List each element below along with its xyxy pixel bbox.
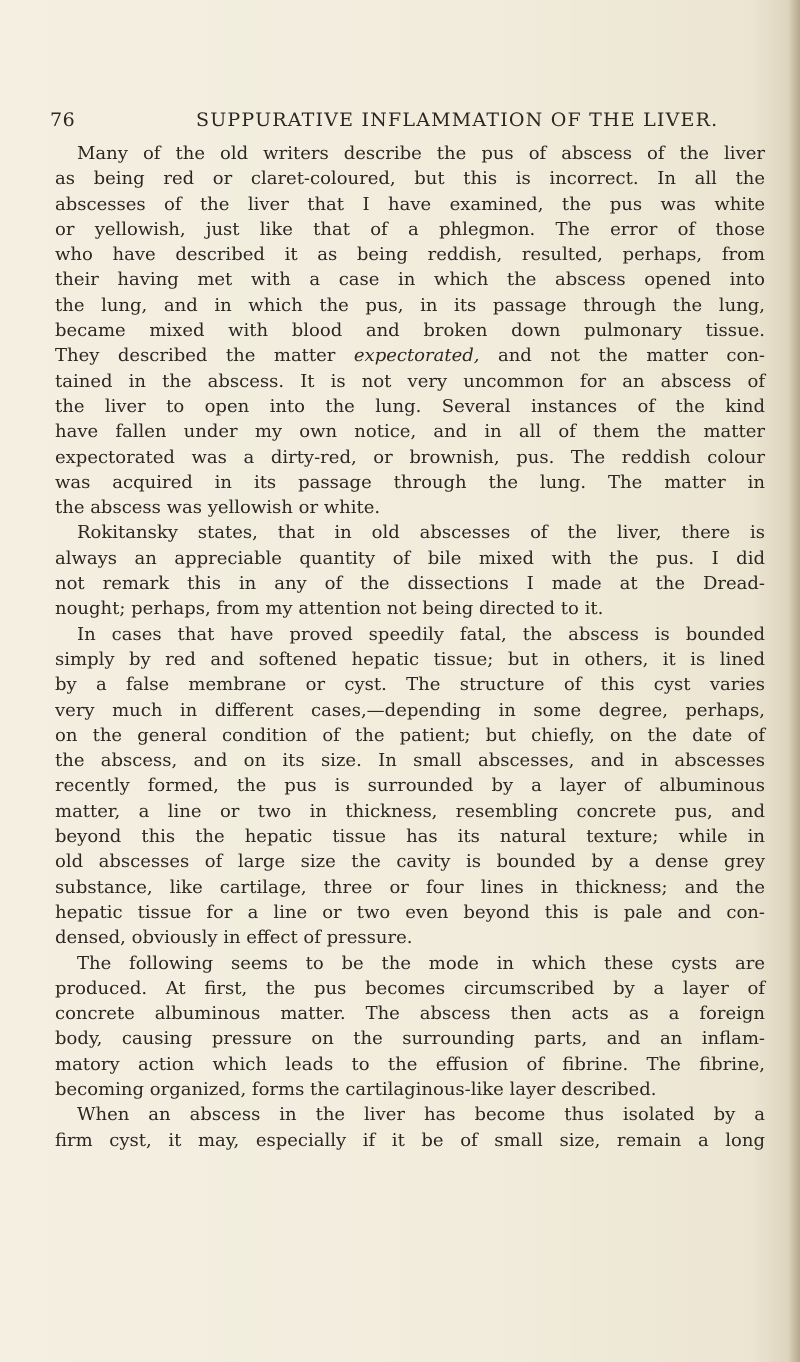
text-line: beyond this the hepatic tissue has its natural texture; while in <box>55 826 765 848</box>
text-line: simply by red and softened hepatic tissue; but in others, it is lined <box>55 648 765 670</box>
text-line: always an appreciable quantity of bile mixed with the pus. I did <box>55 547 765 569</box>
text-line: the lung, and in which the pus, in its passage through the lung, <box>55 294 765 316</box>
text-line: recently formed, the pus is surrounded by a layer of albuminous <box>55 775 765 797</box>
text-line: matter, a line or two in thickness, resembling concrete pus, and <box>55 800 765 822</box>
text-line: nought; perhaps, from my attention not being directed to it. <box>55 598 604 620</box>
text-line: very much in different cases,—depending in some degree, perhaps, <box>55 699 765 721</box>
text-line: who have described it as being reddish, resulted, perhaps, from <box>55 244 765 266</box>
text-line: not remark this in any of the dissections I made at the Dread- <box>55 573 765 595</box>
text-line: body, causing pressure on the surrounding parts, and an inflam- <box>55 1028 765 1050</box>
text-line: matory action which leads to the effusion of fibrine. The fibrine, <box>55 1053 765 1075</box>
text-line: on the general condition of the patient; but chiefly, on the date of <box>55 724 765 746</box>
text-line: Many of the old writers describe the pus of abscess of the liver <box>77 143 765 164</box>
text-line-with-italic <box>55 343 765 368</box>
text-line: expectorated was a dirty-red, or brownish, pus. The reddish colour <box>55 446 765 468</box>
text-line: Rokitansky states, that in old abscesses of the liver, there is <box>77 522 765 544</box>
text-line: have fallen under my own notice, and in all of them the matter <box>55 421 765 443</box>
text-line: substance, like cartilage, three or four lines in thickness; and the <box>55 876 765 898</box>
text-line: by a false membrane or cyst. The structure of this cyst varies <box>55 674 765 696</box>
text-line: becoming organized, forms the cartilaginous-like layer described. <box>55 1078 657 1100</box>
page-number: 76 <box>50 109 76 131</box>
text-segment: and not the matter con- <box>497 345 765 367</box>
text-line: the liver to open into the lung. Several instances of the kind <box>55 395 765 417</box>
text-line: was acquired in its passage through the lung. The matter in <box>55 471 765 493</box>
text-line: In cases that have proved speedily fatal, the abscess is bounded <box>77 623 765 645</box>
text-line: densed, obviously in effect of pressure. <box>55 927 413 949</box>
text-line: abscesses of the liver that I have examined, the pus was white <box>55 193 765 215</box>
text-line: firm cyst, it may, especially if it be of small size, remain a long <box>55 1129 765 1151</box>
page-edge-shadow <box>788 0 800 1362</box>
running-head: SUPPURATIVE INFLAMMATION OF THE LIVER. <box>196 109 719 131</box>
text-line: their having met with a case in which the abscess opened into <box>55 269 765 291</box>
text-line: hepatic tissue for a line or two even beyond this is pale and con- <box>55 901 765 923</box>
text-line: When an abscess in the liver has become thus isolated by a <box>77 1104 765 1126</box>
text-line: The following seems to be the mode in which these cysts are <box>77 952 765 974</box>
text-line: old abscesses of large size the cavity is bounded by a dense grey <box>55 851 765 873</box>
body-text <box>55 141 765 1153</box>
text-line: tained in the abscess. It is not very uncommon for an abscess of <box>55 370 765 392</box>
text-line: produced. At first, the pus becomes circumscribed by a layer of <box>55 977 765 999</box>
text-line: as being red or claret-coloured, but this is incorrect. In all the <box>55 168 765 190</box>
text-segment: They described the matter <box>55 345 336 367</box>
text-line: concrete albuminous matter. The abscess then acts as a foreign <box>55 1003 765 1025</box>
page-header <box>50 109 762 139</box>
text-line: the abscess was yellowish or white. <box>55 497 381 519</box>
text-line: became mixed with blood and broken down pulmonary tissue. <box>55 320 765 342</box>
text-line: the abscess, and on its size. In small abscesses, and in abscesses <box>55 750 765 772</box>
text-line: or yellowish, just like that of a phlegmon. The error of those <box>55 218 765 240</box>
italic-word: expectorated, <box>353 345 480 367</box>
